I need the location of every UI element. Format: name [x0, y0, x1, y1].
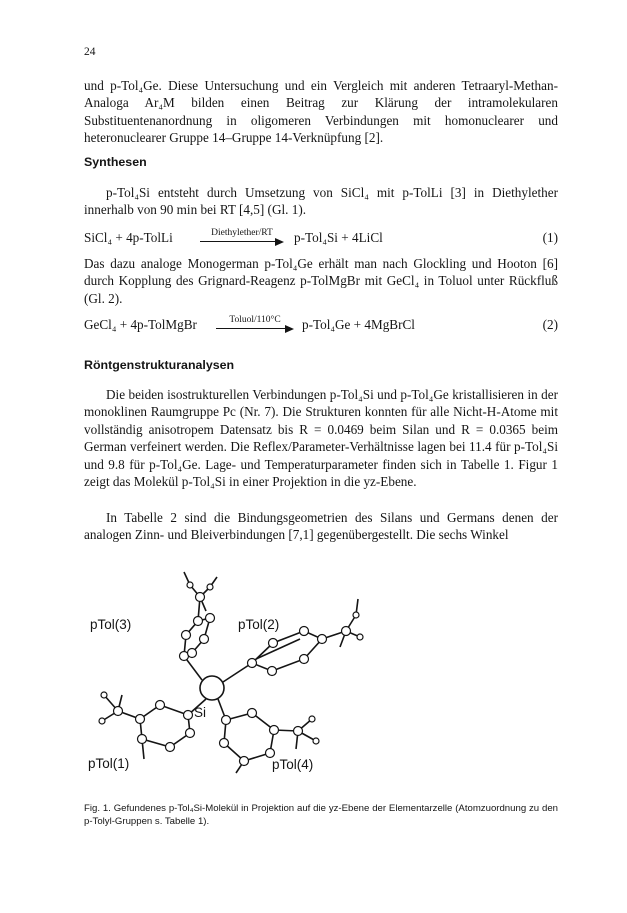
page-number: 24 — [84, 46, 96, 58]
equation-1 — [84, 220, 558, 248]
synthesen-paragraph-2: Das dazu analoge Monogerman p-Tol₄Ge erhält man nach Glockling und Hooton [6] durch Kopplung des Grignard-Reagenz p-TolMgBr mit GeCl₄ in Toluol unter Rückfluß (Gl. 2). — [84, 256, 558, 306]
heading-roentgenstrukturanalysen: Röntgenstrukturanalysen — [84, 358, 235, 372]
label-ptol4: pTol(4) — [272, 757, 314, 772]
roentgen-paragraph-1: Die beiden isostrukturellen Verbindungen p-Tol₄Si und p-Tol₄Ge kristallisieren in der monoklinen Raumgruppe Pc (Nr. 7). Die Strukturen konnten für alle Nicht-H-Atome mit vollständig anisotropem Datensatz bis R = 0.0469 beim Silan und R = 0.0365 beim German verfeinert werden. Die Reflex/Parameter-Verhältnisse lagen bei 11.4 für p-Tol₄Si und 9.8 für p-Tol₄Ge. Lage- und Temperaturparameter finden sich in Tabelle 1. Figur 1 zeigt das Molekül p-Tol₄Si in einer Projektion in die yz-Ebene. — [84, 387, 558, 490]
equation-1-condition: Diethylether/RT — [211, 228, 273, 238]
equation-2-condition: Toluol/110°C — [229, 315, 281, 325]
heading-synthesen: Synthesen — [84, 155, 147, 169]
equation-2-number: (2) — [542, 317, 558, 332]
equation-1-lhs: SiCl₄ + 4p-TolLi — [84, 230, 173, 245]
equation-2-lhs: GeCl₄ + 4p-TolMgBr — [84, 317, 197, 332]
equation-2 — [84, 307, 558, 335]
equation-2-rhs: p-Tol₄Ge + 4MgBrCl — [302, 317, 415, 332]
intro-paragraph: und p-Tol₄Ge. Diese Untersuchung und ein Vergleich mit anderen Tetraaryl-Methan-Analoga Ar₄M bilden einen Beitrag zur Klärung der intramolekularen Substituentenanordnung in oligomeren Verbindungen mit homonuclearer und heteronuclearer Gruppe 14–Gruppe 14-Verknüpfung [2]. — [84, 78, 558, 146]
label-ptol3: pTol(3) — [90, 617, 132, 632]
molecule-figure — [60, 555, 390, 790]
equation-1-rhs: p-Tol₄Si + 4LiCl — [294, 230, 383, 245]
figure-caption: Fig. 1. Gefundenes p-Tol₄Si-Molekül in Projektion auf die yz-Ebene der Elementarzelle (Atomzuordnung zu den p-Tolyl-Gruppen s. Tabelle 1). — [84, 803, 558, 827]
equation-1-number: (1) — [542, 230, 558, 245]
label-ptol2: pTol(2) — [238, 617, 280, 632]
label-si: Si — [194, 705, 207, 720]
synthesen-paragraph-1: p-Tol₄Si entsteht durch Umsetzung von SiCl₄ mit p-TolLi [3] in Diethylether innerhalb von 90 min bei RT [4,5] (Gl. 1). — [84, 185, 558, 218]
roentgen-paragraph-2: In Tabelle 2 sind die Bindungsgeometrien des Silans und Germans denen der analogen Zinn- und Bleiverbindungen [7,1] gegenübergestellt. Die sechs Winkel — [84, 510, 558, 543]
label-ptol1: pTol(1) — [88, 756, 130, 771]
